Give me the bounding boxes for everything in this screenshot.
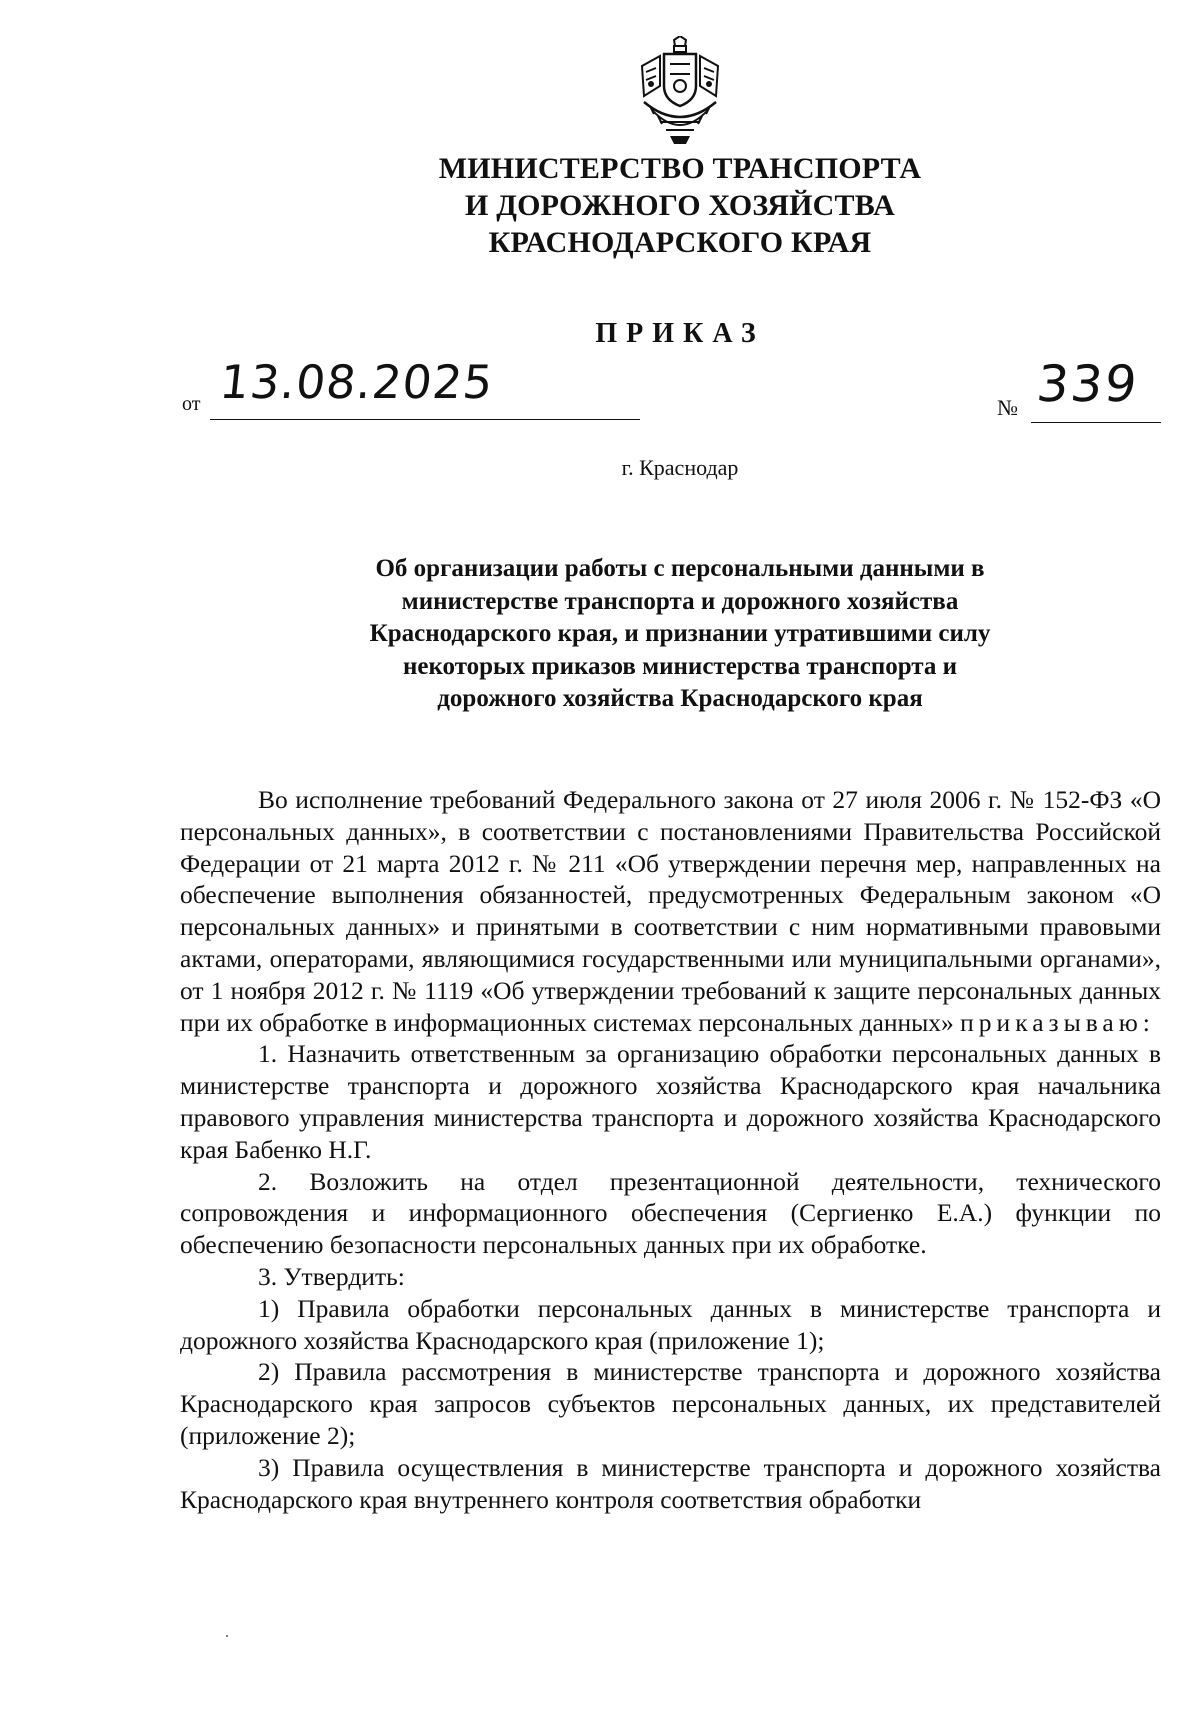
preamble-paragraph xyxy=(180,784,1161,1038)
title-line-1: Об организации работы с персональными данными в xyxy=(375,555,985,582)
sub-item-1: 1) Правила обработки персональных данных в министерстве транспорта и дорожного хозяйства Краснодарского края (приложение 1); xyxy=(180,1293,1161,1355)
order-number-field xyxy=(997,355,1167,425)
order-title xyxy=(240,553,1120,716)
date-underline xyxy=(210,419,640,420)
document-type-heading: ПРИКАЗ xyxy=(595,318,765,349)
item-2: 2. Возложить на отдел презентационной деятельности, технического сопровождения и информационного обеспечения (Сергиенко Е.А.) функции по обеспечению безопасности персональных данных при их обработке. xyxy=(180,1166,1161,1260)
order-date-field xyxy=(182,355,497,415)
preamble-text: Во исполнение требований Федерального закона от 27 июля 2006 г. № 152-ФЗ «О персональных данных», в соответствии с постановлениями Правительства Российской Федерации от 21 марта 2012 г. № 211 «Об утверждении перечня мер, направленных на обеспечение выполнения обязанностей, предусмотренных Федеральным законом «О персональных данных» и принятыми в соответствии с ним нормативными правовыми актами, операторами, являющимися государственными или муниципальными органами», от 1 ноября 2012 г. № 1119 «Об утверждении требований к защите персональных данных при их обработке в информационных системах персональных данных» xyxy=(180,785,1161,1037)
order-date-handwritten: 13.08.2025 xyxy=(217,355,497,409)
number-underline xyxy=(1031,422,1161,423)
order-city: г. Краснодар xyxy=(621,455,739,480)
item-1: 1. Назначить ответственным за организацию обработки персональных данных в министерстве транспорта и дорожного хозяйства Краснодарского края начальника правового управления министерства транспорта и дорожного хозяйства Краснодарского края Бабенко Н.Г. xyxy=(180,1039,1161,1164)
order-number-handwritten: 339 xyxy=(1033,355,1142,413)
order-body xyxy=(180,784,1161,1515)
item-3: 3. Утвердить: xyxy=(258,1261,405,1291)
ministry-line-1: МИНИСТЕРСТВО ТРАНСПОРТА xyxy=(438,152,922,185)
title-line-4: некоторых приказов министерства транспорта и xyxy=(402,652,958,680)
sub-item-3: 3) Правила осуществления в министерстве транспорта и дорожного хозяйства Краснодарского края внутреннего контроля соответствия обработки xyxy=(180,1452,1161,1514)
title-line-2: министерстве транспорта и дорожного хозяйства xyxy=(401,587,959,615)
number-label: № xyxy=(997,395,1018,420)
coat-of-arms-emblem xyxy=(630,36,730,148)
scan-speck xyxy=(226,1635,228,1637)
title-line-5: дорожного хозяйства Краснодарского края xyxy=(437,685,923,712)
title-line-3: Краснодарского края, и признании утратившими силу xyxy=(369,620,991,647)
sub-item-2: 2) Правила рассмотрения в министерстве транспорта и дорожного хозяйства Краснодарского края запросов субъектов персональных данных, их представителей (приложение 2); xyxy=(180,1357,1161,1450)
ministry-name xyxy=(300,150,1060,261)
date-label: от xyxy=(182,393,201,415)
order-word: приказываю: xyxy=(960,1007,1155,1037)
ministry-line-2: И ДОРОЖНОГО ХОЗЯЙСТВА xyxy=(465,189,895,222)
ministry-line-3: КРАСНОДАРСКОГО КРАЯ xyxy=(488,226,872,259)
